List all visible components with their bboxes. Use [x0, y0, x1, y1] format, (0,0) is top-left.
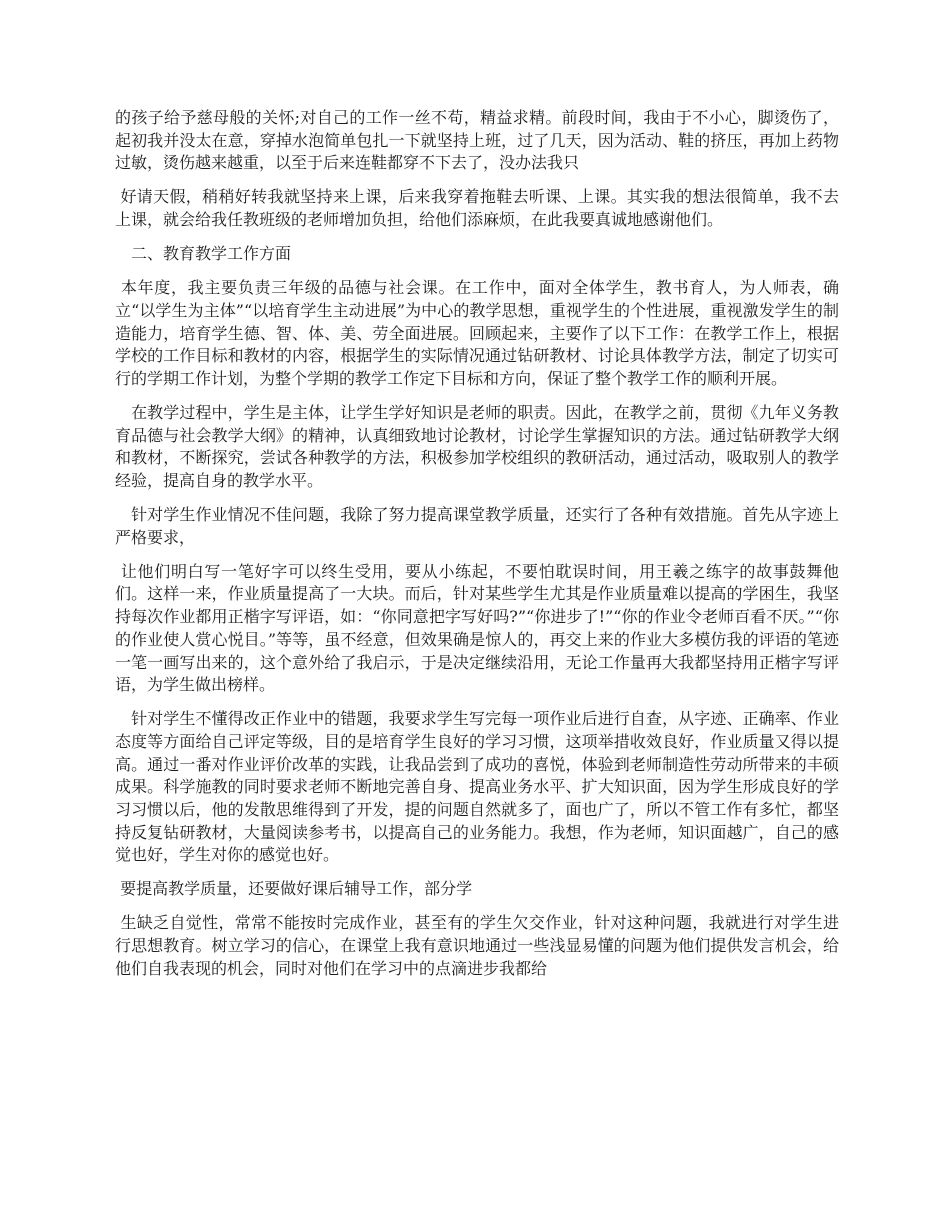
paragraph-6: 让他们明白写一笔好字可以终生受用，要从小练起，不要怕耽误时间，用王羲之练字的故事鼓舞他们。这样一来，作业质量提高了一大块。而后，针对某些学生尤其是作业质量难以提高的学困生，我坚持每次作业都用正楷字写评语，如：“你同意把字写好吗?”“你进步了!”“你的作业令老师百看不厌。”“你的作业使人赏心悦目。”等等，虽不经意，但效果确是惊人的，再交上来的作业大多模仿我的评语的笔迹一笔一画写出来的，这个意外给了我启示，于是决定继续沿用，无论工作量再大我都坚持用正楷字写评语，为学生做出榜样。 [115, 561, 839, 695]
section-heading: 二、教育教学工作方面 [115, 244, 292, 264]
paragraph-1: 的孩子给予慈母般的关怀;对自己的工作一丝不苟，精益求精。前段时间，我由于不小心，脚烫伤了，起初我并没太在意，穿掉水泡简单包扎一下就坚持上班，过了几天，因为活动、鞋的挤压，再加上药物过敏，烫伤越来越重，以至于后来连鞋都穿不下去了，没办法我只 [115, 108, 839, 173]
document-page [115, 107, 839, 992]
paragraph-3: 本年度，我主要负责三年级的品德与社会课。在工作中，面对全体学生，教书育人，为人师表，确立“以学生为主体”“以培育学生主动进展”为中心的教学思想，重视学生的个性进展，重视激发学生的制造能力，培育学生德、智、体、美、劳全面进展。回顾起来，主要作了以下工作：在教学工作上，根据学校的工作目标和教材的内容，根据学生的实际情况通过钻研教材、讨论具体教学方法，制定了切实可行的学期工作计划，为整个学期的教学工作定下目标和方向，保证了整个教学工作的顺利开展。 [115, 278, 839, 388]
paragraph-4: 在教学过程中，学生是主体，让学生学好知识是老师的职责。因此，在教学之前，贯彻《九年义务教育品德与社会教学大纲》的精神，认真细致地讨论教材，讨论学生掌握知识的方法。通过钻研教学大纲和教材，不断探究，尝试各种教学的方法，积极参加学校组织的教研活动，通过活动，吸取别人的教学经验，提高自身的教学水平。 [115, 402, 839, 491]
paragraph-8: 要提高教学质量，还要做好课后辅导工作，部分学 [115, 879, 473, 899]
paragraph-2: 好请天假，稍稍好转我就坚持来上课，后来我穿着拖鞋去听课、上课。其实我的想法很简单，我不去上课，就会给我任教班级的老师增加负担，给他们添麻烦，在此我要真诚地感谢他们。 [115, 187, 839, 230]
paragraph-5: 针对学生作业情况不佳问题，我除了努力提高课堂教学质量，还实行了各种有效措施。首先从字迹上严格要求， [115, 505, 839, 547]
paragraph-9: 生缺乏自觉性，常常不能按时完成作业，甚至有的学生欠交作业，针对这种问题，我就进行对学生进行思想教育。树立学习的信心，在课堂上我有意识地通过一些浅显易懂的问题为他们提供发言机会，给他们自我表现的机会，同时对他们在学习中的点滴进步我都给 [115, 913, 839, 978]
paragraph-7: 针对学生不懂得改正作业中的错题，我要求学生写完每一项作业后进行自查，从字迹、正确率、作业态度等方面给自己评定等级，目的是培育学生良好的学习习惯，这项举措收效良好，作业质量又得以提高。通过一番对作业评价改革的实践，让我品尝到了成功的喜悦，体验到老师制造性劳动所带来的丰硕成果。科学施教的同时要求老师不断地完善自身、提高业务水平、扩大知识面，因为学生形成良好的学习习惯以后，他的发散思维得到了开发，提的问题自然就多了，面也广了，所以不管工作有多忙，都坚持反复钻研教材，大量阅读参考书，以提高自己的业务能力。我想，作为老师，知识面越广，自己的感觉也好，学生对你的感觉也好。 [115, 709, 839, 865]
